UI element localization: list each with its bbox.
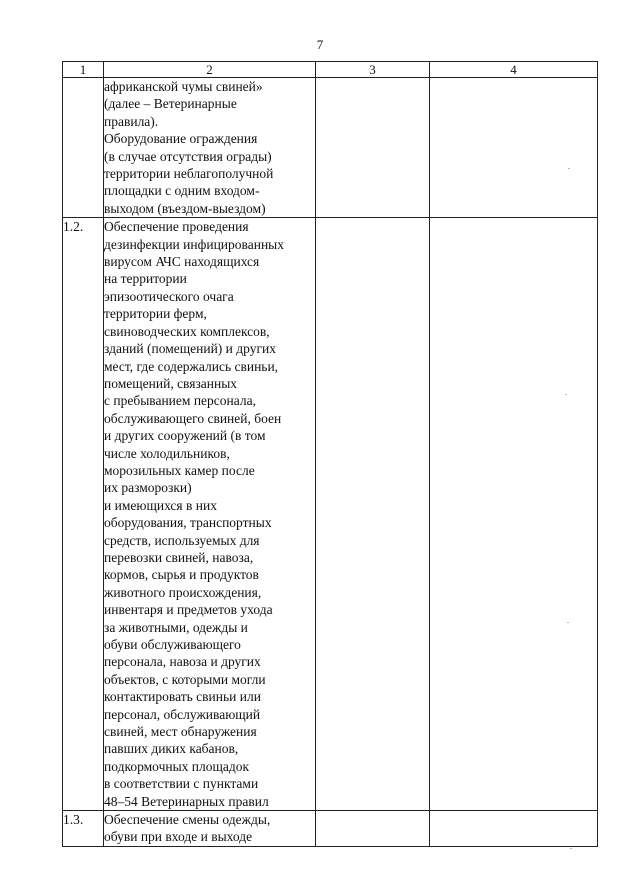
description-line: оборудования, транспортных <box>104 515 272 531</box>
column-header-1: 1 <box>63 62 104 78</box>
table-row <box>63 218 598 811</box>
description-line: площадки с одним входом- <box>104 183 260 199</box>
column-header-2: 2 <box>104 62 316 78</box>
description-line: числе холодильников, <box>104 445 230 461</box>
column-4-cell <box>430 811 598 847</box>
description-line: за животными, одежды и <box>104 619 248 635</box>
row-number-cell: 1.3. <box>63 811 104 847</box>
table-row <box>63 78 598 218</box>
measure-description-cell <box>104 811 316 847</box>
description-line: Обеспечение проведения <box>104 219 249 235</box>
column-4-cell <box>430 78 598 218</box>
description-line: контактировать свиньи или <box>104 689 261 705</box>
description-line: Обеспечение смены одежды, <box>104 812 271 828</box>
description-line: (далее – Ветеринарные <box>104 96 237 112</box>
description-line: инвентаря и предметов ухода <box>104 602 273 618</box>
description-line: обуви обслуживающего <box>104 637 241 652</box>
description-line: территории ферм, <box>104 306 207 322</box>
description-line: Оборудование ограждения <box>104 131 258 147</box>
description-line: (в случае отсутствия ограды) <box>104 148 272 164</box>
row-number-cell <box>63 78 104 218</box>
scan-speck <box>565 394 567 395</box>
column-header-4: 4 <box>430 62 598 78</box>
description-line: павших диких кабанов, <box>104 741 239 757</box>
scan-speck <box>570 848 572 849</box>
description-line: выходом (въездом-выездом) <box>104 200 266 216</box>
description-line: правила). <box>104 113 159 129</box>
scan-speck <box>568 168 570 169</box>
description-line: персонал, обслуживающий <box>104 706 261 722</box>
scan-speck <box>567 622 569 623</box>
column-4-cell <box>430 218 598 811</box>
description-line: подкормочных площадок <box>104 758 250 774</box>
description-line: с пребыванием персонала, <box>104 393 256 409</box>
description-line: животного происхождения, <box>104 584 262 600</box>
description-line: 48–54 Ветеринарных правил <box>104 793 269 809</box>
description-line: дезинфекции инфицированных <box>104 236 284 252</box>
description-line: и имеющихся в них <box>104 497 217 513</box>
description-line: морозильных камер после <box>104 462 255 478</box>
description-line: обуви при входе и выходе <box>104 829 253 845</box>
description-line: зданий (помещений) и других <box>104 341 276 357</box>
column-3-cell <box>316 78 430 218</box>
description-line: обслуживающего свиней, боен <box>104 410 282 426</box>
description-line: вирусом АЧС находящихся <box>104 254 260 270</box>
measure-description-cell <box>104 78 316 218</box>
description-line: объектов, с которыми могли <box>104 671 266 687</box>
description-line: африканской чумы свиней» <box>104 79 263 94</box>
table-body <box>63 78 598 847</box>
description-line: кормов, сырья и продуктов <box>104 567 259 583</box>
description-line: на территории <box>104 271 187 287</box>
description-line: помещений, связанных <box>104 375 238 391</box>
description-line: средств, используемых для <box>104 532 260 548</box>
measures-table <box>62 61 598 847</box>
description-line: и других сооружений (в том <box>104 428 266 444</box>
description-line: мест, где содержались свиньи, <box>104 358 279 374</box>
description-line: перевозки свиней, навоза, <box>104 549 254 565</box>
page-number: 7 <box>316 37 324 52</box>
description-line: свиноводческих комплексов, <box>104 323 270 339</box>
description-line: персонала, навоза и других <box>104 654 261 670</box>
measure-description-cell <box>104 218 316 811</box>
table-header-row <box>63 62 598 78</box>
description-line: эпизоотического очага <box>104 288 234 304</box>
table-row <box>63 811 598 847</box>
column-3-cell <box>316 218 430 811</box>
column-3-cell <box>316 811 430 847</box>
row-number-cell: 1.2. <box>63 218 104 811</box>
description-line: свиней, мест обнаружения <box>104 724 257 740</box>
column-header-3: 3 <box>316 62 430 78</box>
description-line: их разморозки) <box>104 480 192 496</box>
description-line: территории неблагополучной <box>104 166 274 182</box>
description-line: в соответствии с пунктами <box>104 776 259 792</box>
